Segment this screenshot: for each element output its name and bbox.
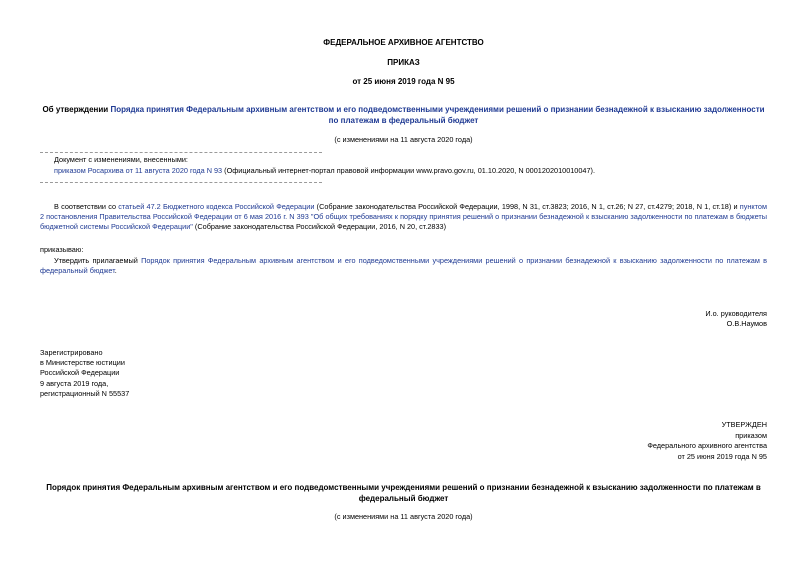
changes-source: (Официальный интернет-портал правовой информации www.pravo.gov.ru, 01.10.2020, N 0001202010010047). [222,166,595,175]
registration-line-4: 9 августа 2019 года, [40,378,109,388]
changes-reference [54,166,754,176]
agency-name: ФЕДЕРАЛЬНОЕ АРХИВНОЕ АГЕНТСТВО [323,38,484,47]
changes-label: Документ с изменениями, внесенными: [54,155,188,164]
registration-line-5: регистрационный N 55537 [40,388,130,398]
order-word: приказываю: [40,245,84,254]
preamble-text-2: (Собрание законодательства Российской Федерации, 1998, N 31, ст.3823; 2016, N 1, ст.26; N 27, ст.4279; 2018, N 1, ст.18) и [314,202,740,211]
divider-top [40,152,322,153]
divider-bottom [40,182,322,183]
approve-paragraph [40,256,767,276]
approved-line-2: приказом [735,430,767,440]
amendment-note: (с изменениями на 11 августа 2020 года) [334,135,473,144]
government-decree-link[interactable]: пунктом 2 постановления Правительства Российской Федерации от 6 мая 2016 г. N 393 "Об общих требованиях к порядку принятия решений о признании безнадежной к взысканию задолженности по платежам в бюджеты бюджетной системы Российской Федерации" [40,202,768,231]
budget-code-link[interactable]: статьей 47.2 Бюджетного кодекса Российской Федерации [118,202,315,211]
document-title [40,104,767,126]
title-link[interactable]: Порядка принятия Федеральным архивным агентством и его подведомственными учреждениями решений о признании безнадежной к взысканию задолженности по платежам в федеральный бюджет [110,105,765,125]
doc-date-number: от 25 июня 2019 года N 95 [352,77,455,86]
signature-position: И.о. руководителя [705,309,767,318]
approved-line-4: от 25 июня 2019 года N 95 [677,451,767,461]
doc-type: ПРИКАЗ [387,58,420,67]
approved-block [467,420,767,462]
registration-line-2: в Министерстве юстиции [40,358,125,368]
approve-text-2: . [114,266,117,275]
approved-line-3: Федерального архивного агентства [647,441,767,450]
preamble-text-3: (Собрание законодательства Российской Федерации, 2016, N 20, ст.2833) [192,222,447,231]
preamble-paragraph [40,202,767,232]
approved-line-1: УТВЕРЖДЕН [721,420,767,429]
registration-line-1: Зарегистрировано [40,348,103,357]
signature-name: О.В.Наумов [726,319,767,328]
title-prefix: Об утверждении [42,105,111,114]
registration-block [40,348,129,399]
registration-line-3: Российской Федерации [40,368,120,378]
procedure-link[interactable]: Порядок принятия Федеральным архивным агентством и его подведомственными учреждениями решений о признании безнадежной к взысканию задолженности по платежам в федеральный бюджет [40,256,768,275]
annex-title: Порядок принятия Федеральным архивным агентством и его подведомственными учреждениями решений о признании безнадежной к взысканию задолженности по платежам в федеральный бюджет [46,483,761,503]
annex-note: (с изменениями на 11 августа 2020 года) [334,512,473,521]
approve-text-1: Утвердить прилагаемый [54,256,142,265]
preamble-text-1: В соответствии со [54,202,119,211]
changes-link[interactable]: приказом Росархива от 11 августа 2020 года N 93 [54,166,223,175]
